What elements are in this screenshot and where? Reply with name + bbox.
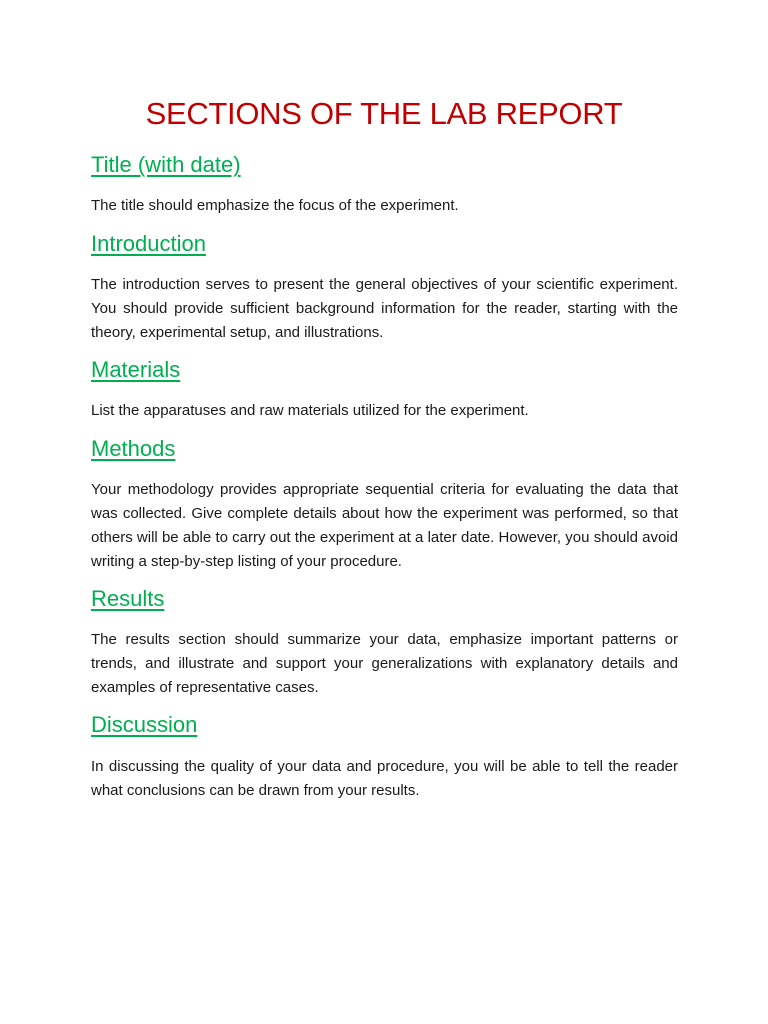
section-heading-methods: Methods: [91, 436, 176, 461]
section-heading-discussion: Discussion: [91, 712, 198, 737]
section-body-materials: List the apparatuses and raw materials utilized for the experiment.: [91, 402, 529, 419]
section-body-title: The title should emphasize the focus of the experiment.: [91, 197, 459, 214]
section-heading-introduction: Introduction: [91, 231, 206, 256]
section-body-methods: Your methodology provides appropriate sequential criteria for evaluating the data that was collected. Give complete details about how the experiment was performed, so that others will be able to carry out the experiment at a later date. However, you should avoid writing a step-by-step listing of your procedure.: [91, 481, 678, 570]
section-body-results: The results section should summarize your data, emphasize important patterns or trends, and illustrate and support your generalizations with explanatory details and examples of representative cases.: [91, 631, 678, 696]
section-heading-results: Results: [91, 586, 165, 611]
section-body-introduction: The introduction serves to present the general objectives of your scientific experiment. You should provide sufficient background information for the reader, starting with the theory, experimental setup, and illustrations.: [91, 276, 678, 341]
section-body-discussion: In discussing the quality of your data and procedure, you will be able to tell the reader what conclusions can be drawn from your results.: [91, 758, 678, 799]
section-heading-materials: Materials: [91, 357, 181, 382]
section-heading-title: Title (with date): [91, 152, 241, 177]
page-title: SECTIONS OF THE LAB REPORT: [145, 96, 623, 131]
